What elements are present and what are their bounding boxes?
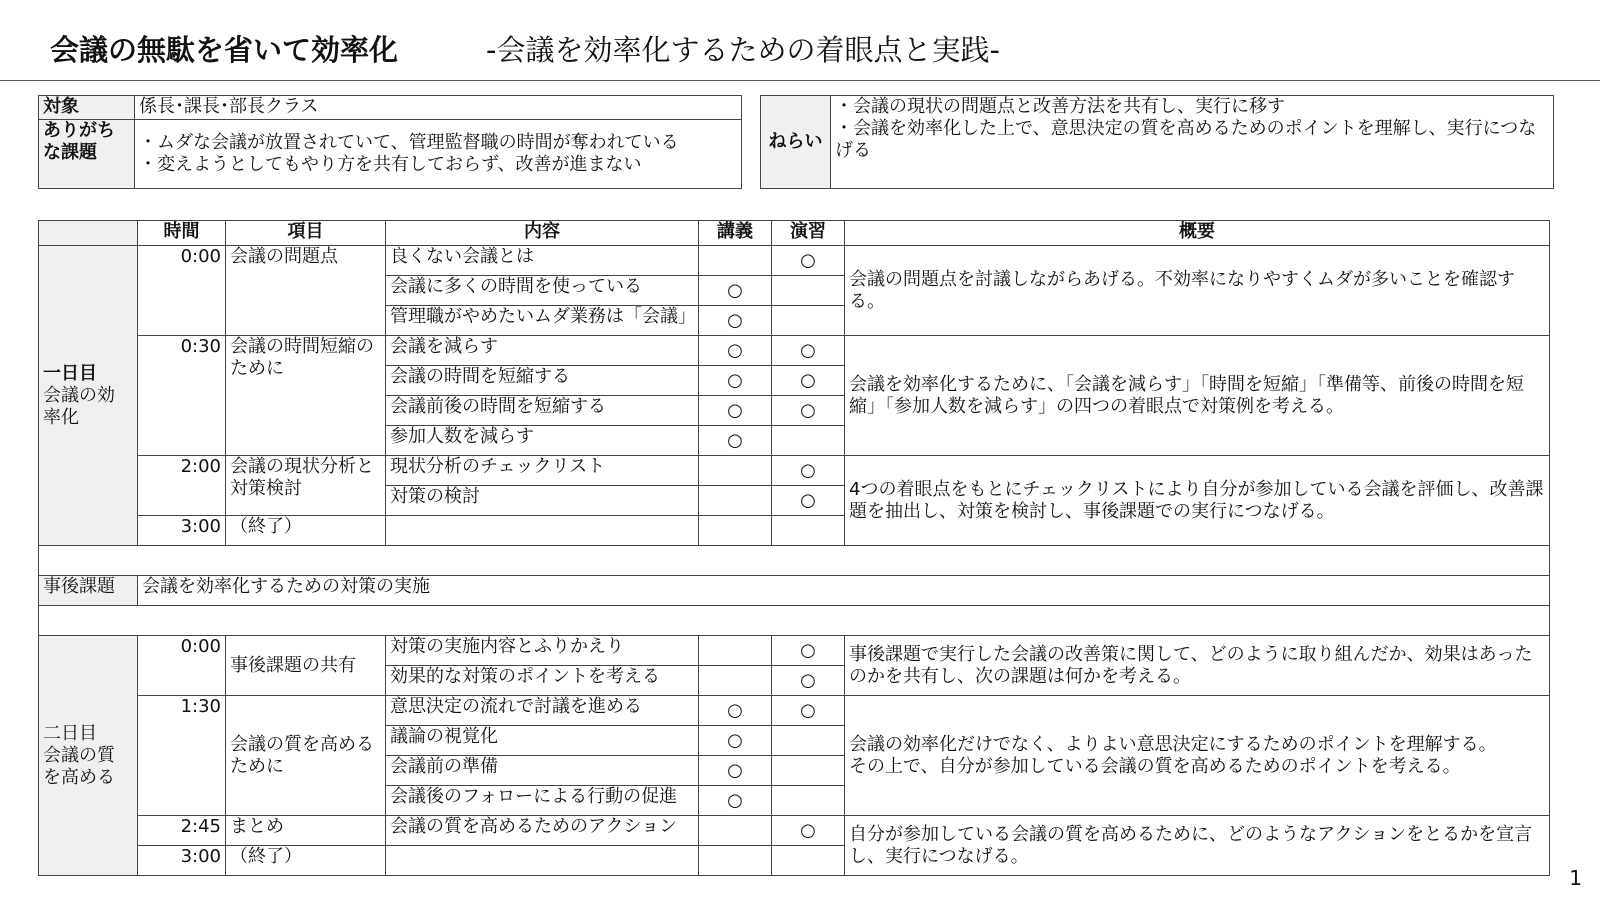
time-cell: 0:30: [138, 336, 226, 456]
item-cell: 会議の時間短縮のために: [226, 336, 386, 456]
lecture-mark: [699, 246, 772, 276]
separator-row: [39, 606, 1550, 636]
exercise-mark: ○: [772, 816, 845, 846]
content-cell: 良くない会議とは: [386, 246, 699, 276]
day2-label-cell: [39, 636, 138, 876]
exercise-mark: ○: [772, 366, 845, 396]
header-exercise: 演習: [772, 221, 845, 246]
lecture-mark: [699, 816, 772, 846]
schedule-table: [38, 220, 1550, 876]
end-time-cell: 3:00: [138, 846, 226, 876]
page-title: 会議の無駄を省いて効率化: [50, 33, 399, 67]
table-row: [39, 246, 1550, 276]
content-cell: 会議に多くの時間を使っている: [386, 276, 699, 306]
summary-line: 会議の効率化だけでなく、よりよい意思決定にするためのポイントを理解する。: [849, 733, 1497, 755]
header-time: 時間: [138, 221, 226, 246]
end-label-cell: （終了）: [226, 846, 386, 876]
time-cell: 1:30: [138, 696, 226, 816]
time-cell: 2:00: [138, 456, 226, 516]
summary-cell: 自分が参加している会議の質を高めるために、どのようなアクションをとるかを宣言し、実行につなげる。: [845, 816, 1550, 876]
exercise-mark: [772, 276, 845, 306]
exercise-mark: [772, 756, 845, 786]
summary-cell: [845, 696, 1550, 816]
homework-label: 事後課題: [39, 576, 138, 606]
exercise-mark: ○: [772, 666, 845, 696]
content-cell: 会議前の準備: [386, 756, 699, 786]
empty-cell: [386, 846, 699, 876]
exercise-mark: [772, 426, 845, 456]
table-row: [39, 816, 1550, 846]
lecture-mark: ○: [699, 726, 772, 756]
lecture-mark: [699, 456, 772, 486]
aim-label: ねらい: [761, 96, 831, 189]
table-row: [39, 336, 1550, 366]
item-cell: 会議の質を高めるために: [226, 696, 386, 816]
content-cell: 会議の質を高めるためのアクション: [386, 816, 699, 846]
time-cell: 0:00: [138, 246, 226, 336]
empty-cell: [699, 846, 772, 876]
exercise-mark: ○: [772, 636, 845, 666]
homework-value: 会議を効率化するための対策の実施: [138, 576, 1550, 606]
content-cell: 管理職がやめたいムダ業務は「会議」: [386, 306, 699, 336]
day1-theme: 会議の効率化: [43, 384, 115, 428]
exercise-mark: ○: [772, 486, 845, 516]
target-value: 係長･課長･部長クラス: [135, 96, 742, 120]
day2-theme: 会議の質を高める: [43, 744, 115, 788]
target-label: 対象: [39, 96, 135, 120]
content-cell: 効果的な対策のポイントを考える: [386, 666, 699, 696]
page-subtitle: -会議を効率化するための着眼点と実践-: [486, 33, 1000, 67]
content-cell: 対策の検討: [386, 486, 699, 516]
end-time-cell: 3:00: [138, 516, 226, 546]
lecture-mark: [699, 666, 772, 696]
lecture-mark: ○: [699, 756, 772, 786]
exercise-mark: ○: [772, 696, 845, 726]
exercise-mark: [772, 786, 845, 816]
summary-cell: 4つの着眼点をもとにチェックリストにより自分が参加している会議を評価し、改善課題を抽出し、対策を検討し、事後課題での実行につなげる。: [845, 456, 1550, 546]
content-cell: 会議前後の時間を短縮する: [386, 396, 699, 426]
header-day: [39, 221, 138, 246]
exercise-mark: [772, 306, 845, 336]
day1-label-cell: [39, 246, 138, 546]
lecture-mark: [699, 486, 772, 516]
empty-cell: [772, 516, 845, 546]
header-content: 内容: [386, 221, 699, 246]
item-cell: 事後課題の共有: [226, 636, 386, 696]
content-cell: 会議の時間を短縮する: [386, 366, 699, 396]
header-item: 項目: [226, 221, 386, 246]
time-cell: 0:00: [138, 636, 226, 696]
content-cell: 現状分析のチェックリスト: [386, 456, 699, 486]
issue-item: ・変えようとしてもやり方を共有しておらず、改善が進まない: [139, 154, 642, 175]
empty-cell: [699, 516, 772, 546]
exercise-mark: ○: [772, 246, 845, 276]
exercise-mark: ○: [772, 396, 845, 426]
separator-cell: [39, 606, 1550, 636]
item-cell: まとめ: [226, 816, 386, 846]
aim-cell: [831, 96, 1554, 189]
lecture-mark: ○: [699, 276, 772, 306]
target-issues-table: [38, 95, 742, 189]
end-label-cell: （終了）: [226, 516, 386, 546]
schedule-header-row: [39, 221, 1550, 246]
table-row: [39, 636, 1550, 666]
item-cell: 会議の現状分析と対策検討: [226, 456, 386, 516]
issues-cell: [135, 120, 742, 189]
content-cell: 会議を減らす: [386, 336, 699, 366]
content-cell: 議論の視覚化: [386, 726, 699, 756]
homework-row: [39, 576, 1550, 606]
exercise-mark: ○: [772, 456, 845, 486]
summary-cell: 会議の問題点を討議しながらあげる。不効率になりやすくムダが多いことを確認する。: [845, 246, 1550, 336]
exercise-mark: ○: [772, 336, 845, 366]
lecture-mark: ○: [699, 396, 772, 426]
time-cell: 2:45: [138, 816, 226, 846]
header-lecture: 講義: [699, 221, 772, 246]
day2-label: 二日目: [43, 722, 97, 744]
lecture-mark: ○: [699, 366, 772, 396]
lecture-mark: ○: [699, 696, 772, 726]
lecture-mark: ○: [699, 336, 772, 366]
lecture-mark: [699, 636, 772, 666]
item-cell: 会議の問題点: [226, 246, 386, 336]
table-row: [39, 696, 1550, 726]
content-cell: 会議後のフォローによる行動の促進: [386, 786, 699, 816]
separator-cell: [39, 546, 1550, 576]
content-cell: 意思決定の流れで討議を進める: [386, 696, 699, 726]
aim-item: ・会議の現状の問題点と改善方法を共有し、実行に移す: [835, 96, 1285, 117]
summary-cell: 事後課題で実行した会議の改善策に関して、どのように取り組んだか、効果はあったのかを共有し、次の課題は何かを考える。: [845, 636, 1550, 696]
content-cell: 対策の実施内容とふりかえり: [386, 636, 699, 666]
summary-cell: 会議を効率化するために、「会議を減らす」「時間を短縮」「準備等、前後の時間を短縮」「参加人数を減らす」の四つの着眼点で対策例を考える。: [845, 336, 1550, 456]
day1-label: 一日目: [43, 362, 97, 384]
page-number: 1: [1569, 866, 1582, 890]
lecture-mark: ○: [699, 426, 772, 456]
lecture-mark: ○: [699, 306, 772, 336]
content-cell: 参加人数を減らす: [386, 426, 699, 456]
empty-cell: [386, 516, 699, 546]
empty-cell: [772, 846, 845, 876]
table-row: [39, 456, 1550, 486]
title-bar: [0, 0, 1600, 81]
aim-table: [760, 95, 1554, 189]
issue-item: ・ムダな会議が放置されていて、管理監督職の時間が奪われている: [139, 132, 679, 153]
header-summary: 概要: [845, 221, 1550, 246]
summary-line: その上で、自分が参加している会議の質を高めるためのポイントを考える。: [849, 755, 1461, 777]
issues-label: ありがちな課題: [39, 120, 135, 189]
lecture-mark: ○: [699, 786, 772, 816]
aim-item: ・会議を効率化した上で、意思決定の質を高めるためのポイントを理解し、実行につなげる: [835, 118, 1537, 161]
separator-row: [39, 546, 1550, 576]
exercise-mark: [772, 726, 845, 756]
